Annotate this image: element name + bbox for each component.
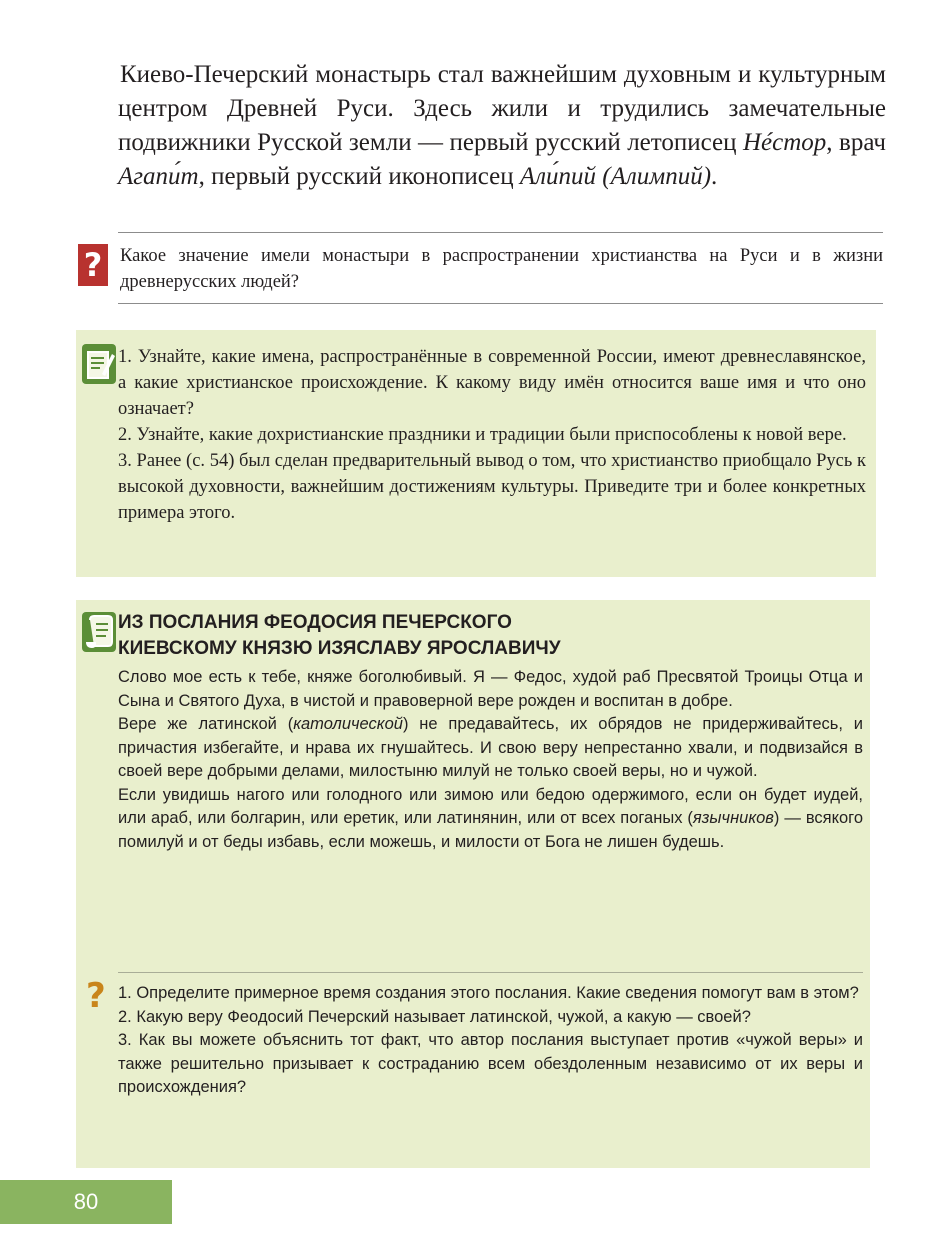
document-text [118, 666, 863, 854]
document-question-item: 3. Как вы можете объяснить тот факт, что автор послания выступает против «чужой веры» и также решительно призывает к состраданию всем обездоленным независимо от их веры и происхождения? [118, 1031, 863, 1096]
question-mark-icon: ? [86, 976, 106, 1016]
document-question-item: 1. Определите примерное время создания этого послания. Какие сведения помогут вам в этом? [118, 984, 859, 1002]
document-paragraph-3-italic: язычников [692, 809, 774, 827]
tasks-list [118, 344, 866, 526]
name-nestor: Нéстор [742, 129, 827, 156]
document-title [118, 610, 858, 662]
question-mark-icon: ? [78, 244, 108, 286]
name-agapit: Агапи́т [118, 163, 199, 190]
intro-text-3: , первый русский иконописец [198, 163, 520, 190]
task-notebook-icon [82, 344, 116, 384]
intro-text-1: Киево-Печерский монастырь стал важнейшим духовным и культурным центром Древней Руси. Здесь жили и трудились замечательные подвижники Русской земли — первый русский летописец [118, 61, 886, 156]
task-item: 3. Ранее (с. 54) был сделан предварительный вывод о том, что христианство приобщало Русь к высокой духовности, важнейшим достижениям культуры. Приведите три и более конкретных примера этого. [118, 451, 866, 523]
document-paragraph-2-a: Вере же латинской ( [118, 715, 294, 733]
document-paragraph-3-c: ) — всякого помилуй и от беды избавь, если можешь, и милости от Бога не лишен будешь. [118, 809, 864, 851]
document-paragraph-3-a: Если увидишь нагого или голодного или зимою или бедою одержимого, если он будет иудей, или араб, или болгарин, или еретик, или латинянин, или от всех поганых ( [118, 785, 863, 827]
document-title-line-1: ИЗ ПОСЛАНИЯ ФЕОДОСИЯ ПЕЧЕРСКОГО [118, 612, 512, 633]
name-alipiy: Али́пий (Алимпий) [519, 163, 712, 190]
tasks-box [76, 330, 876, 577]
task-item: 1. Узнайте, какие имена, распространённые в современной России, имеют древнеславянское, а какие христианское происхождение. К какому виду имён относится ваше имя и что оно означает? [118, 347, 866, 419]
document-paragraph-2-italic: католической [293, 715, 403, 733]
document-paragraph-2-c: ) не предавайтесь, их обрядов не придерживайтесь, и причастия избегайте, и нрава их гнушайтесь. И свою веру непрестанно хвали, и подвизайся в своей вере добрыми делами, милостыню милуй не только своей веры, но и чужой. [118, 715, 863, 780]
question-block [78, 232, 883, 304]
task-item: 2. Узнайте, какие дохристианские праздники и традиции были приспособлены к новой вере. [118, 425, 847, 445]
document-question-item: 2. Какую веру Феодосий Печерский называет латинской, чужой, а какую — своей? [118, 1007, 751, 1026]
intro-paragraph [118, 58, 886, 194]
document-paragraph-1: Слово мое есть к тебе, княже боголюбивый. Я — Федос, худой раб Пресвятой Троицы Отца и Сына и Святого Духа, в чистой и правоверной вере рожден и воспитан в добре. [118, 668, 863, 710]
document-title-line-2: КИЕВСКОМУ КНЯЗЮ ИЗЯСЛАВУ ЯРОСЛАВИЧУ [118, 638, 561, 659]
intro-text-2: , врач [826, 129, 886, 156]
page-number: 80 [0, 1180, 172, 1224]
document-paragraph-3 [118, 784, 863, 855]
document-divider [118, 972, 863, 973]
document-box [76, 600, 870, 1168]
question-bottom-divider [118, 303, 883, 304]
question-text: Какое значение имели монастыри в распространении христианства на Руси и в жизни древнерусских людей? [120, 246, 883, 292]
intro-text-4: . [711, 163, 718, 190]
document-questions [118, 982, 863, 1100]
scroll-document-icon [82, 612, 116, 652]
document-paragraph-2 [118, 713, 863, 784]
